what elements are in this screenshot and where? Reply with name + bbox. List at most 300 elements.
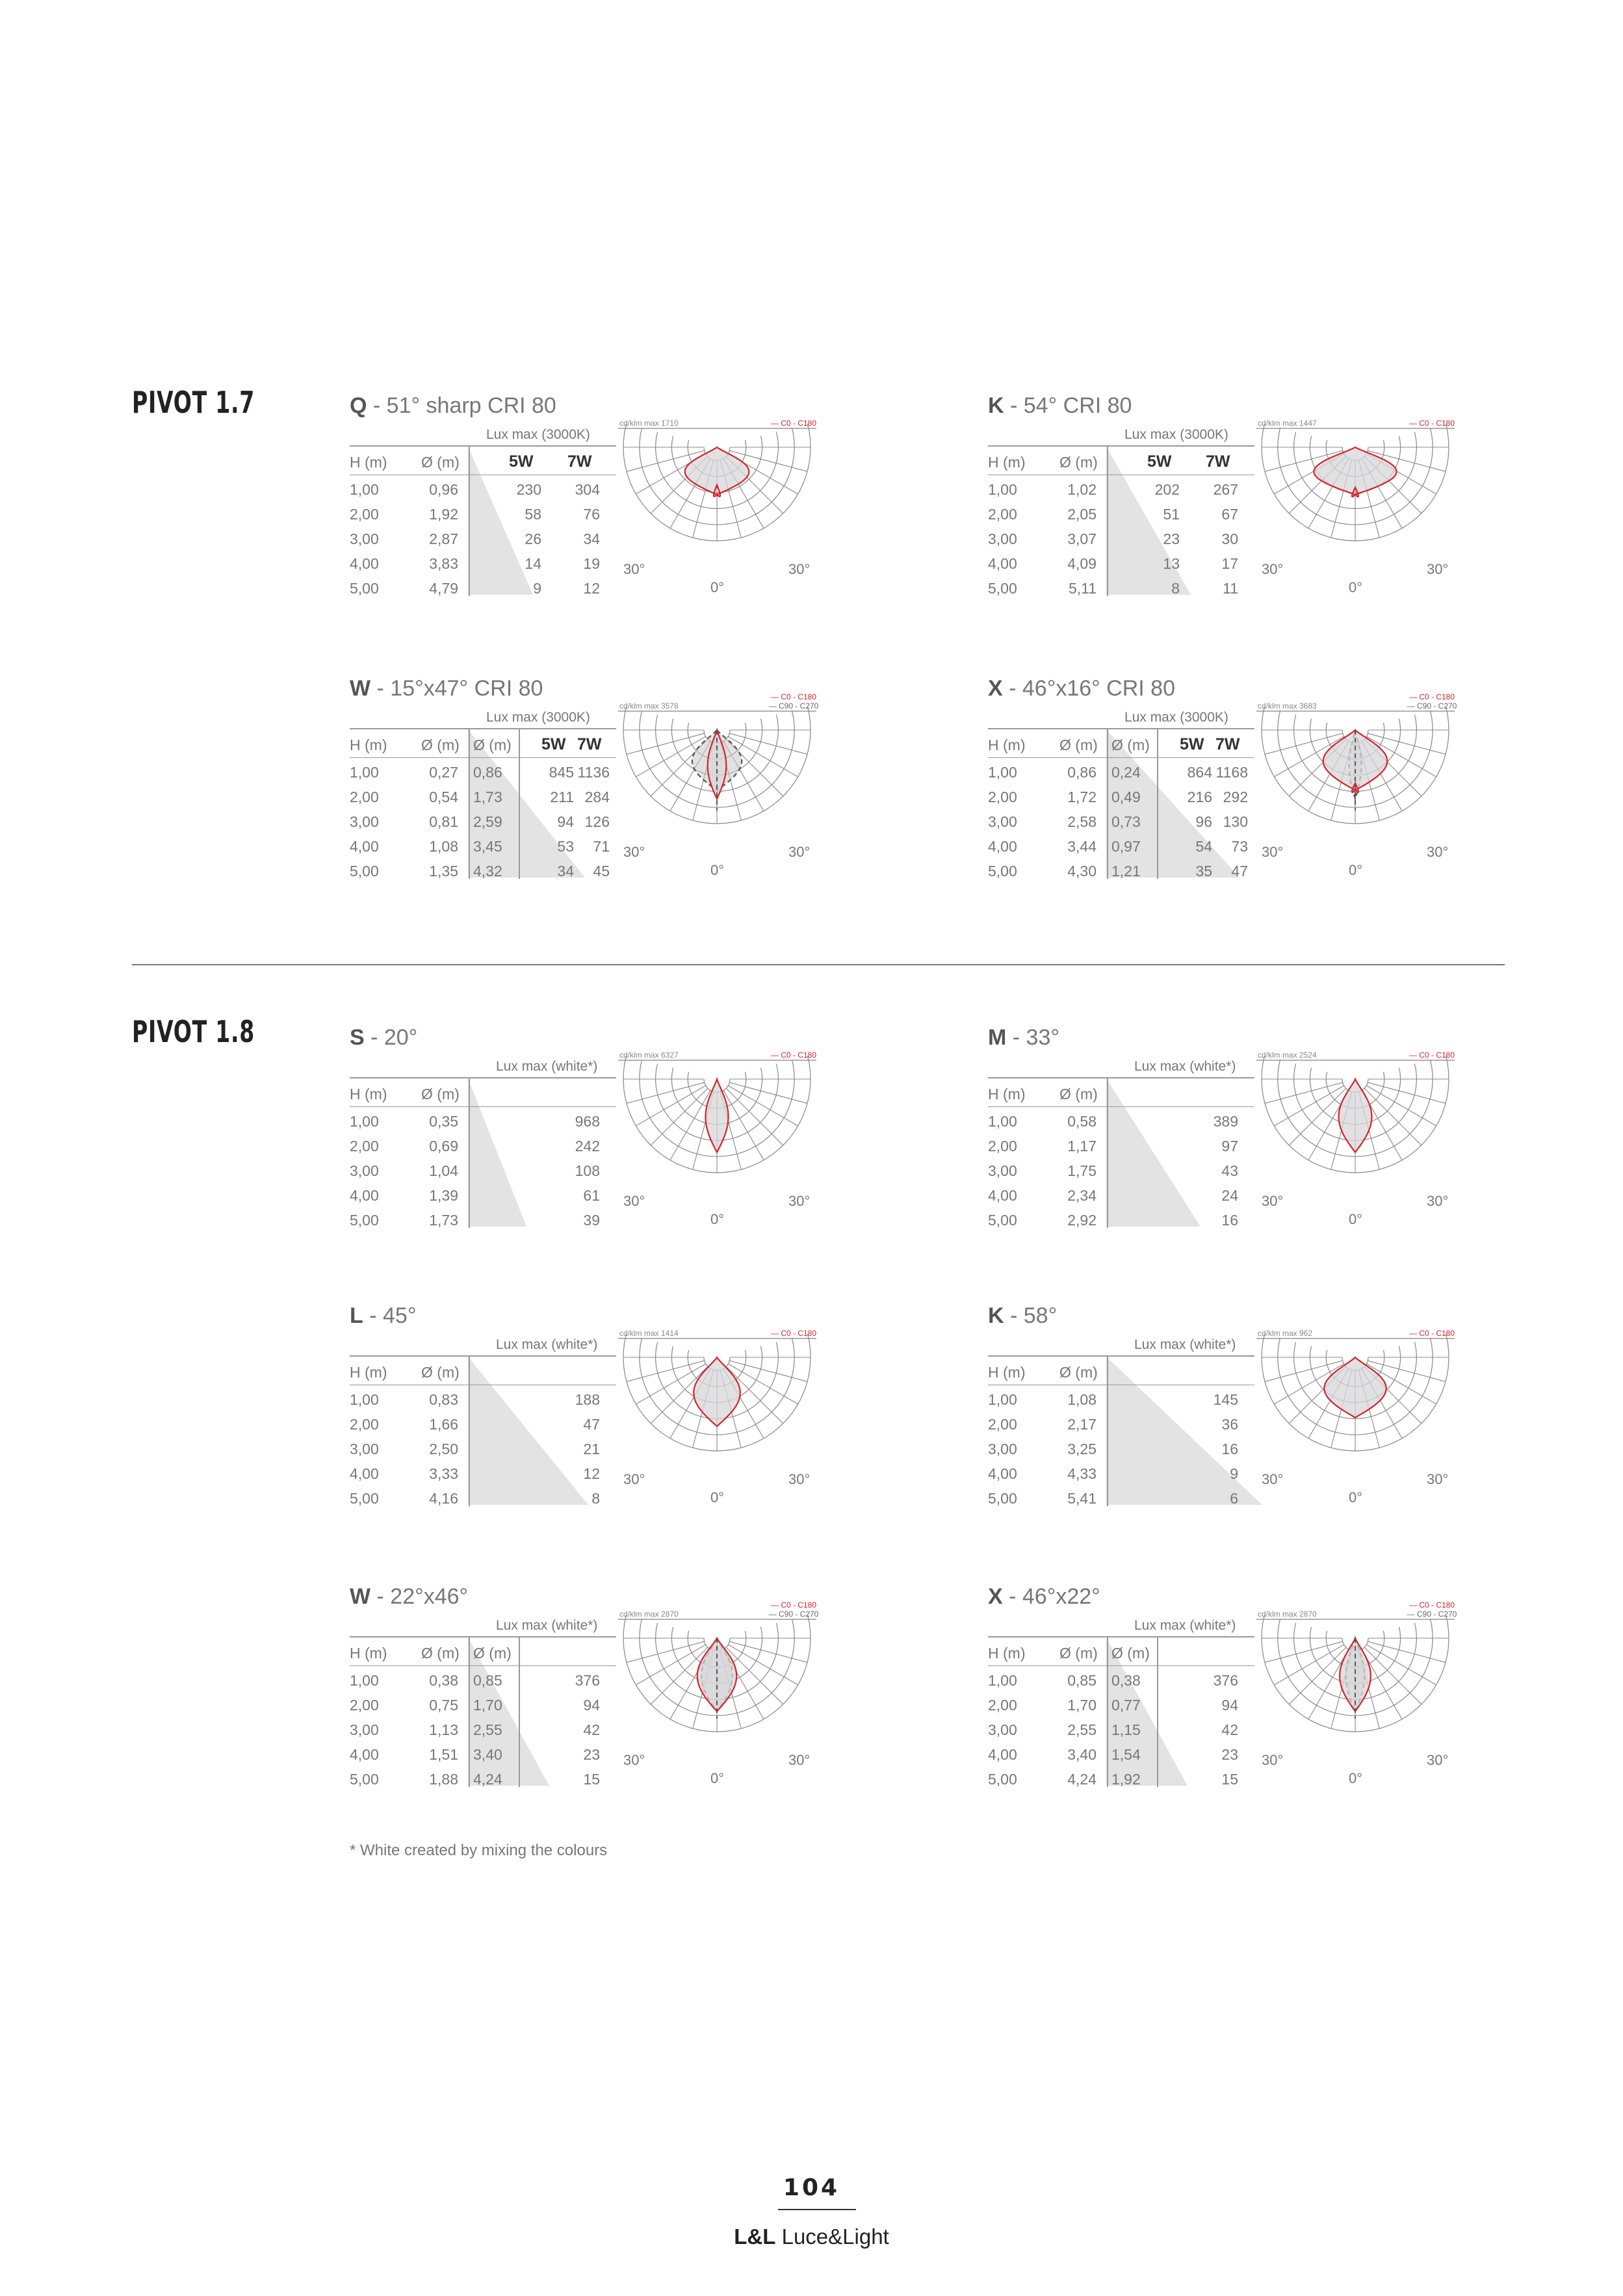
polar-max-label: cd/klm max 1414 (619, 1329, 679, 1338)
polar-diagram (618, 1050, 816, 1235)
table-cell: 4,00 (988, 1746, 1017, 1763)
table-cell: 4,16 (429, 1490, 458, 1507)
page-number: 104 (783, 2174, 840, 2201)
lux-header: Lux max (3000K) (1124, 427, 1228, 442)
table-cell: 1,72 (1067, 789, 1097, 805)
photometric-block (350, 1025, 922, 1240)
table-cell: 376 (1213, 1672, 1238, 1689)
table-cell: 1,08 (1067, 1391, 1097, 1408)
table-cell: 5,00 (350, 1490, 379, 1507)
polar-legend-label: — C90 - C270 (768, 1610, 819, 1619)
column-header: Ø (m) (421, 737, 460, 753)
column-header: H (m) (350, 1645, 387, 1662)
table-cell: 5,00 (988, 863, 1017, 880)
polar-legend-label: — C0 - C180 (1409, 1600, 1455, 1610)
polar-angle-left: 30° (623, 844, 645, 860)
table-top-rule (350, 1636, 616, 1637)
table-cell: 267 (1213, 481, 1238, 498)
table-cell: 108 (575, 1162, 600, 1179)
column-header: Ø (m) (1111, 1645, 1150, 1662)
block-title (350, 1303, 416, 1329)
table-cell: 0,85 (1067, 1672, 1097, 1689)
table-cell: 2,00 (350, 1416, 379, 1433)
table-cell: 2,00 (988, 1416, 1017, 1433)
table-cell: 1,00 (988, 764, 1017, 781)
table-cell: 376 (575, 1672, 600, 1689)
beam-code: X (988, 1584, 1003, 1609)
beam-curve-c0 (694, 1357, 740, 1426)
beam-code: W (350, 1584, 371, 1609)
table-top-rule (988, 728, 1254, 729)
polar-angle-left: 30° (623, 1193, 645, 1209)
table-cell: 3,33 (429, 1465, 458, 1482)
table-cell: 2,00 (988, 1138, 1017, 1155)
table-cell: 0,75 (429, 1697, 458, 1714)
table-cell: 23 (1163, 530, 1180, 547)
table-cell: 0,96 (429, 481, 458, 498)
table-cell: 4,00 (350, 1746, 379, 1763)
polar-grid-spoke (1289, 1088, 1346, 1145)
polar-legend-label: — C0 - C180 (770, 419, 817, 428)
polar-grid-spoke (1364, 1088, 1422, 1145)
photometric-block (350, 676, 922, 891)
polar-max-label: cd/klm max 3578 (619, 701, 679, 711)
beam-spread-wedge (1106, 1078, 1201, 1227)
block-title (350, 393, 556, 419)
table-cell: 1,92 (429, 506, 458, 523)
column-header: H (m) (350, 1364, 387, 1381)
table-cell: 0,86 (473, 764, 502, 781)
lux-header: Lux max (3000K) (1124, 710, 1228, 725)
column-header: Ø (m) (421, 1086, 460, 1102)
table-cell: 21 (583, 1441, 600, 1457)
polar-diagram (1256, 418, 1455, 603)
table-cell: 96 (1195, 813, 1212, 830)
table-cell: 292 (1223, 789, 1248, 805)
table-cell: 3,00 (988, 1441, 1017, 1457)
table-cell: 2,00 (350, 789, 379, 805)
polar-legend-label: — C90 - C270 (1407, 701, 1457, 711)
table-cell: 1,15 (1111, 1721, 1141, 1738)
table-cell: 3,83 (429, 555, 458, 572)
polar-angle-left: 30° (623, 561, 645, 577)
column-header: 5W (541, 735, 566, 753)
table-cell: 8 (1171, 580, 1180, 597)
beam-description: - 22°x46° (370, 1584, 469, 1609)
polar-angle-right: 30° (1427, 561, 1449, 577)
polar-angle-center: 0° (710, 1770, 725, 1786)
column-header: H (m) (350, 454, 387, 471)
table-cell: 5,00 (988, 1490, 1017, 1507)
table-cell: 4,00 (988, 1187, 1017, 1204)
polar-legend-label: — C0 - C180 (770, 1600, 817, 1610)
table-cell: 2,00 (350, 506, 379, 523)
table-cell: 15 (583, 1771, 600, 1788)
table-cell: 8 (591, 1490, 600, 1507)
table-cell: 47 (583, 1416, 600, 1433)
table-divider (1107, 1636, 1108, 1787)
table-cell: 23 (583, 1746, 600, 1763)
column-header: H (m) (988, 1645, 1026, 1662)
column-header: 5W (1147, 452, 1172, 471)
photometric-block (988, 1584, 1560, 1799)
table-cell: 1136 (577, 764, 610, 781)
polar-angle-right: 30° (788, 1193, 811, 1209)
polar-angle-center: 0° (710, 1211, 725, 1227)
polar-angle-right: 30° (1427, 1752, 1449, 1768)
table-cell: 11 (1223, 580, 1238, 597)
table-cell: 242 (575, 1138, 600, 1155)
beam-description: - 58° (1004, 1303, 1058, 1328)
polar-angle-left: 30° (623, 1752, 645, 1768)
table-cell: 61 (583, 1187, 600, 1204)
column-header: H (m) (350, 1086, 387, 1102)
table-cell: 0,69 (429, 1138, 458, 1155)
table-divider-2 (519, 728, 520, 879)
table-cell: 4,00 (350, 555, 379, 572)
block-title (988, 676, 1175, 701)
table-cell: 13 (1163, 555, 1180, 572)
table-cell: 284 (584, 789, 610, 805)
table-cell: 58 (525, 506, 541, 523)
polar-angle-left: 30° (1262, 561, 1284, 577)
polar-max-label: cd/klm max 2524 (1258, 1050, 1317, 1060)
table-cell: 36 (1221, 1416, 1238, 1433)
beam-description: - 20° (364, 1025, 418, 1050)
table-cell: 230 (516, 481, 541, 498)
table-divider (469, 1077, 470, 1228)
table-cell: 1,73 (429, 1212, 458, 1229)
section-title-pivot-18: PIVOT 1.8 (132, 1014, 255, 1049)
polar-diagram (618, 692, 819, 886)
table-cell: 3,40 (1067, 1746, 1097, 1763)
table-cell: 2,00 (350, 1138, 379, 1155)
table-divider (469, 1355, 470, 1506)
polar-max-label: cd/klm max 2870 (1258, 1610, 1317, 1619)
table-cell: 202 (1154, 481, 1180, 498)
table-cell: 4,00 (988, 555, 1017, 572)
column-header: H (m) (988, 454, 1026, 471)
table-cell: 34 (583, 530, 600, 547)
photometric-block (988, 1303, 1560, 1518)
column-header: Ø (m) (1059, 1364, 1098, 1381)
polar-legend-label: — C0 - C180 (770, 1329, 817, 1338)
polar-diagram (618, 418, 816, 603)
table-cell: 0,83 (429, 1391, 458, 1408)
table-cell: 1,00 (350, 481, 379, 498)
table-cell: 0,27 (429, 764, 458, 781)
table-cell: 51 (1163, 506, 1180, 523)
table-cell: 4,30 (1067, 863, 1097, 880)
beam-description: - 51° sharp CRI 80 (367, 393, 556, 418)
table-cell: 76 (583, 506, 600, 523)
table-cell: 1,70 (473, 1697, 502, 1714)
polar-legend-label: — C0 - C180 (1409, 692, 1455, 701)
table-cell: 15 (1221, 1771, 1238, 1788)
polar-max-label: cd/klm max 6327 (619, 1050, 679, 1060)
table-cell: 145 (1213, 1391, 1238, 1408)
polar-angle-right: 30° (1427, 1471, 1449, 1487)
lux-header: Lux max (white*) (1134, 1618, 1236, 1633)
table-cell: 389 (1213, 1113, 1238, 1130)
beam-description: - 54° CRI 80 (1004, 393, 1132, 418)
polar-diagram (1256, 1050, 1455, 1235)
polar-diagram (1256, 1328, 1455, 1513)
polar-angle-center: 0° (1349, 1211, 1363, 1227)
table-cell: 2,92 (1067, 1212, 1097, 1229)
table-top-rule (350, 728, 616, 729)
table-cell: 5,00 (988, 580, 1017, 597)
table-top-rule (350, 445, 616, 447)
table-cell: 42 (583, 1721, 600, 1738)
photometric-block (988, 676, 1560, 891)
polar-angle-center: 0° (710, 1489, 725, 1506)
table-cell: 0,24 (1111, 764, 1141, 781)
polar-legend-label: — C0 - C180 (1409, 1329, 1455, 1338)
column-header: H (m) (988, 737, 1026, 753)
block-title (988, 1303, 1057, 1329)
lux-header: Lux max (white*) (1134, 1059, 1236, 1074)
lux-header: Lux max (white*) (496, 1059, 598, 1074)
column-header: Ø (m) (1059, 737, 1098, 753)
table-cell: 3,00 (988, 530, 1017, 547)
polar-angle-right: 30° (788, 1752, 811, 1768)
table-header-rule (350, 1665, 616, 1666)
beam-description: - 45° (363, 1303, 417, 1328)
page-number-rule (778, 2209, 856, 2210)
table-cell: 1168 (1215, 764, 1248, 781)
polar-angle-center: 0° (1349, 1489, 1363, 1506)
table-divider-2 (519, 1636, 520, 1787)
table-cell: 1,92 (1111, 1771, 1141, 1788)
table-cell: 4,33 (1067, 1465, 1097, 1482)
table-cell: 71 (593, 838, 610, 855)
table-cell: 126 (584, 813, 610, 830)
table-cell: 4,24 (1067, 1771, 1097, 1788)
polar-angle-center: 0° (1349, 1770, 1363, 1786)
polar-diagram (618, 1328, 816, 1513)
table-divider (1107, 1077, 1108, 1228)
polar-max-label: cd/klm max 3683 (1258, 701, 1317, 711)
table-cell: 4,00 (350, 1465, 379, 1482)
table-cell: 3,00 (350, 530, 379, 547)
beam-code: X (988, 676, 1003, 701)
lux-header: Lux max (white*) (496, 1618, 598, 1633)
table-cell: 16 (1221, 1441, 1238, 1457)
table-top-rule (988, 1077, 1254, 1078)
polar-angle-right: 30° (1427, 1193, 1449, 1209)
table-cell: 0,77 (1111, 1697, 1141, 1714)
table-cell: 1,75 (1067, 1162, 1097, 1179)
column-header: 7W (567, 452, 592, 471)
polar-max-label: cd/klm max 2870 (619, 1610, 679, 1619)
table-cell: 1,21 (1111, 863, 1141, 880)
polar-legend-label: — C90 - C270 (1407, 1610, 1457, 1619)
table-cell: 1,00 (350, 1672, 379, 1689)
table-cell: 1,70 (1067, 1697, 1097, 1714)
table-divider (1107, 728, 1108, 879)
polar-angle-center: 0° (1349, 579, 1363, 595)
table-cell: 2,87 (429, 530, 458, 547)
section-divider (132, 964, 1505, 965)
table-cell: 2,05 (1067, 506, 1097, 523)
beam-code: M (988, 1025, 1007, 1050)
table-cell: 3,40 (473, 1746, 502, 1763)
table-cell: 1,66 (429, 1416, 458, 1433)
table-cell: 0,73 (1111, 813, 1141, 830)
polar-grid-spoke (726, 1088, 783, 1145)
brand-name: Luce&Light (781, 2224, 889, 2249)
table-cell: 3,00 (988, 1162, 1017, 1179)
table-divider (1107, 1355, 1108, 1506)
table-cell: 3,25 (1067, 1441, 1097, 1457)
table-cell: 30 (1221, 530, 1238, 547)
polar-grid-spoke (1364, 1647, 1422, 1704)
table-cell: 5,11 (1068, 580, 1097, 597)
table-header-rule (988, 1665, 1254, 1666)
polar-legend-label: — C0 - C180 (770, 1050, 817, 1060)
beam-curve-c0 (1324, 1357, 1386, 1418)
photometric-block (988, 1025, 1560, 1240)
table-cell: 12 (583, 580, 600, 597)
photometric-block (350, 1303, 922, 1518)
column-header: Ø (m) (473, 737, 512, 753)
brand-short: L&L (734, 2224, 776, 2249)
table-cell: 94 (583, 1697, 600, 1714)
polar-angle-right: 30° (788, 1471, 811, 1487)
column-header: Ø (m) (1059, 454, 1098, 471)
polar-angle-left: 30° (1262, 1193, 1284, 1209)
polar-legend-label: — C0 - C180 (770, 692, 817, 701)
table-cell: 73 (1231, 838, 1248, 855)
table-cell: 968 (575, 1113, 600, 1130)
table-cell: 19 (583, 555, 600, 572)
polar-legend-label: — C0 - C180 (1409, 1050, 1455, 1060)
table-cell: 0,35 (429, 1113, 458, 1130)
block-title (350, 676, 543, 701)
column-header: Ø (m) (1111, 737, 1150, 753)
table-cell: 4,24 (473, 1771, 502, 1788)
table-top-rule (988, 1355, 1254, 1357)
table-cell: 0,85 (473, 1672, 502, 1689)
table-cell: 16 (1221, 1212, 1238, 1229)
table-cell: 2,55 (473, 1721, 502, 1738)
table-cell: 3,00 (988, 813, 1017, 830)
table-cell: 43 (1221, 1162, 1238, 1179)
table-cell: 4,00 (988, 1465, 1017, 1482)
table-header-rule (350, 1106, 616, 1107)
table-cell: 3,00 (988, 1721, 1017, 1738)
table-cell: 45 (593, 863, 610, 880)
table-cell: 211 (550, 789, 574, 805)
table-cell: 188 (575, 1391, 600, 1408)
block-title (988, 1584, 1100, 1610)
column-header: Ø (m) (473, 1645, 512, 1662)
table-cell: 5,00 (350, 580, 379, 597)
column-header: Ø (m) (1059, 1086, 1098, 1102)
polar-angle-right: 30° (1427, 844, 1449, 860)
table-cell: 5,41 (1067, 1490, 1097, 1507)
polar-diagram (1256, 692, 1457, 886)
column-header: 7W (1206, 452, 1230, 471)
table-cell: 5,00 (988, 1212, 1017, 1229)
lux-header: Lux max (white*) (1134, 1337, 1236, 1352)
table-cell: 1,88 (429, 1771, 458, 1788)
table-cell: 4,32 (473, 863, 502, 880)
block-title (350, 1025, 417, 1050)
lux-header: Lux max (3000K) (486, 427, 590, 442)
column-header: 7W (1215, 735, 1240, 753)
polar-diagram (618, 1600, 819, 1794)
table-top-rule (350, 1077, 616, 1078)
table-cell: 26 (525, 530, 541, 547)
table-cell: 1,08 (429, 838, 458, 855)
table-header-rule (350, 757, 616, 758)
table-cell: 3,00 (350, 1162, 379, 1179)
beam-code: L (350, 1303, 363, 1328)
table-cell: 3,00 (350, 1441, 379, 1457)
beam-description: - 46°x16° CRI 80 (1002, 676, 1175, 701)
table-cell: 0,97 (1111, 838, 1141, 855)
column-header: 5W (1180, 735, 1204, 753)
table-cell: 54 (1195, 838, 1212, 855)
table-cell: 130 (1223, 813, 1248, 830)
column-header: 7W (577, 735, 602, 753)
table-cell: 1,00 (988, 1113, 1017, 1130)
table-cell: 0,86 (1067, 764, 1097, 781)
column-header: Ø (m) (421, 454, 460, 471)
photometric-block (350, 393, 922, 608)
column-header: H (m) (988, 1086, 1026, 1102)
brand-footer (0, 2224, 1623, 2249)
table-cell: 216 (1187, 789, 1212, 805)
polar-max-label: cd/klm max 1447 (1258, 419, 1317, 428)
photometric-block (350, 1584, 922, 1799)
table-cell: 2,58 (1067, 813, 1097, 830)
polar-angle-center: 0° (1349, 862, 1363, 878)
table-cell: 53 (557, 838, 574, 855)
table-cell: 5,00 (350, 1212, 379, 1229)
polar-angle-center: 0° (710, 862, 725, 878)
beam-description: - 15°x47° CRI 80 (370, 676, 543, 701)
table-cell: 1,00 (350, 764, 379, 781)
section-title-pivot-17: PIVOT 1.7 (132, 385, 255, 420)
column-header: 5W (509, 452, 534, 471)
beam-code: K (988, 393, 1004, 418)
table-cell: 47 (1231, 863, 1248, 880)
table-cell: 4,00 (350, 1187, 379, 1204)
polar-diagram (1256, 1600, 1457, 1794)
table-cell: 4,00 (350, 838, 379, 855)
column-header: Ø (m) (1059, 1645, 1098, 1662)
table-cell: 3,07 (1067, 530, 1097, 547)
table-cell: 0,54 (429, 789, 458, 805)
table-top-rule (350, 1355, 616, 1357)
table-cell: 3,00 (350, 813, 379, 830)
table-cell: 39 (583, 1212, 600, 1229)
polar-angle-left: 30° (1262, 1471, 1284, 1487)
beam-code: K (988, 1303, 1004, 1328)
table-cell: 1,39 (429, 1187, 458, 1204)
table-cell: 1,02 (1067, 481, 1097, 498)
table-cell: 1,00 (988, 481, 1017, 498)
beam-code: Q (350, 393, 367, 418)
table-divider-2 (1157, 1636, 1158, 1787)
table-cell: 17 (1221, 555, 1238, 572)
table-cell: 5,00 (988, 1771, 1017, 1788)
polar-angle-left: 30° (623, 1471, 645, 1487)
table-cell: 2,00 (350, 1697, 379, 1714)
